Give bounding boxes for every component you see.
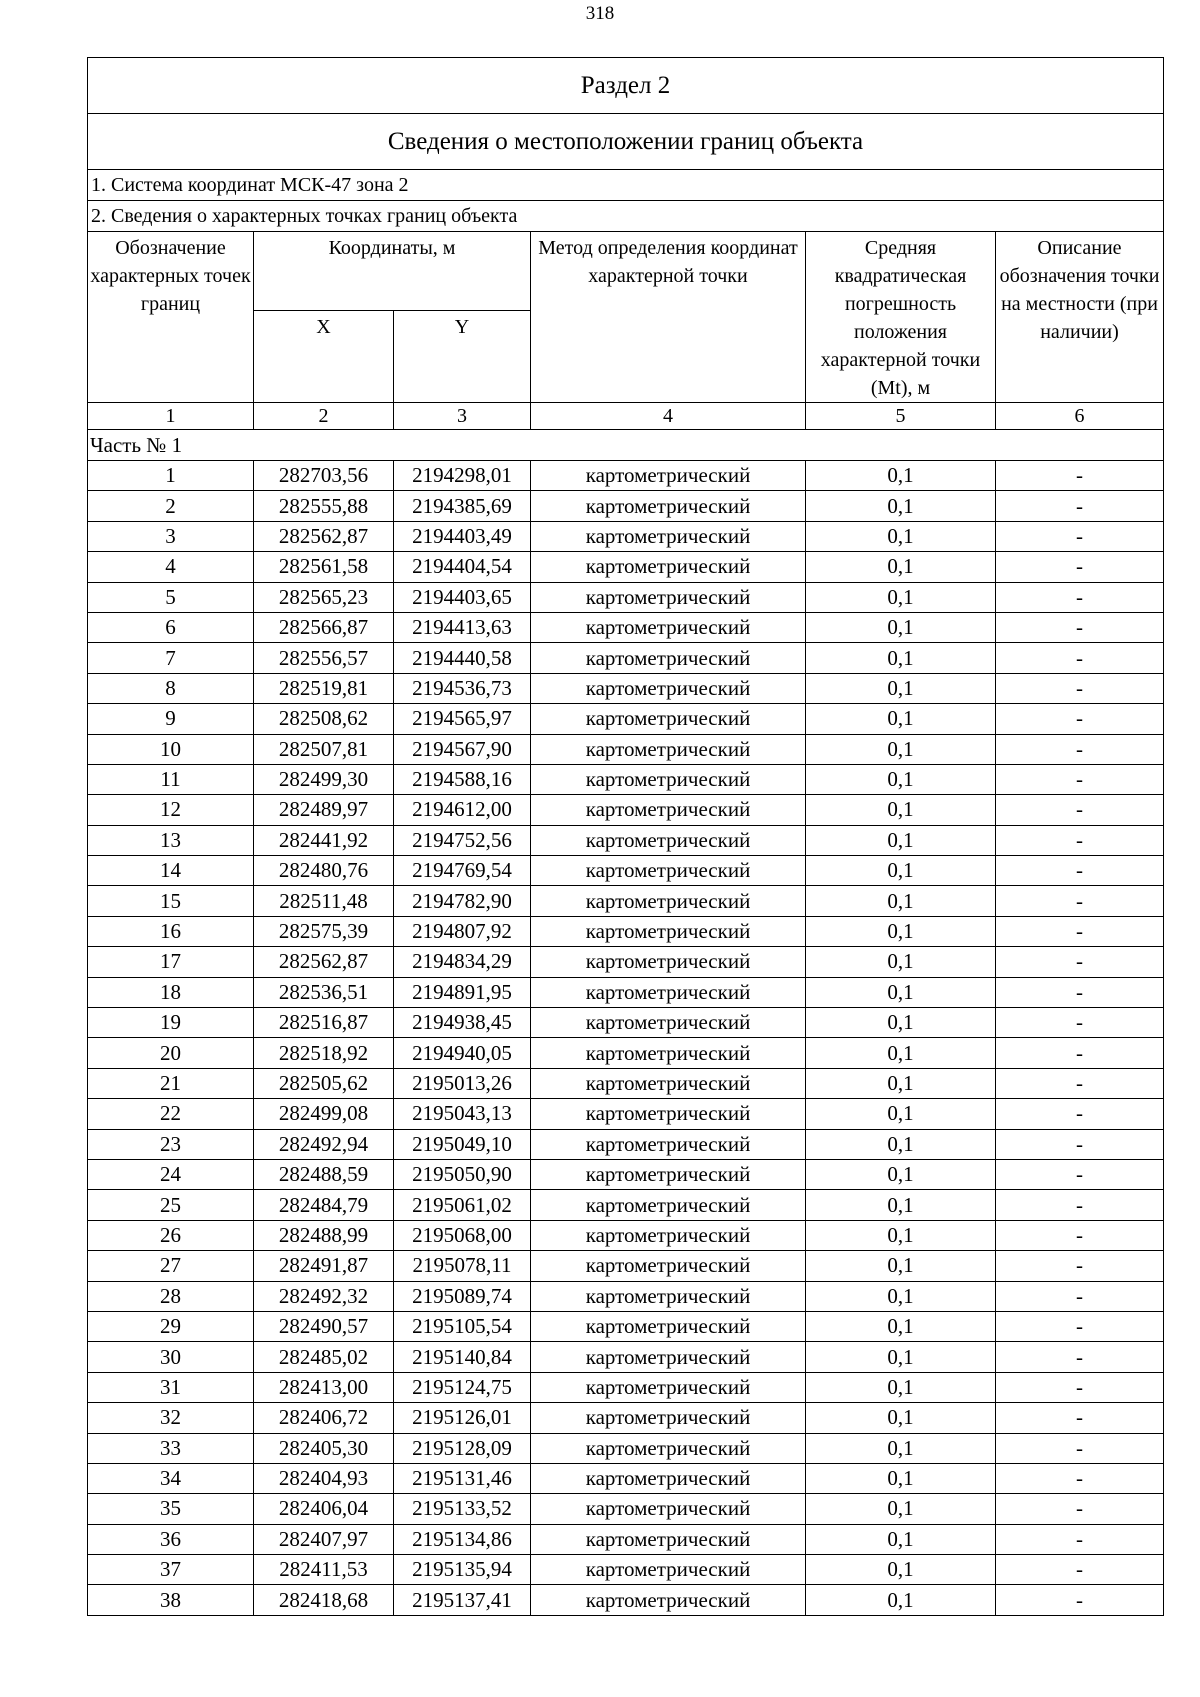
- cell-description: -: [996, 1372, 1164, 1402]
- cell-y: 2195068,00: [394, 1220, 531, 1250]
- cell-point-number: 19: [88, 1008, 254, 1038]
- cell-method: картометрический: [531, 1068, 806, 1098]
- column-number: 4: [531, 403, 806, 430]
- cell-y: 2195128,09: [394, 1433, 531, 1463]
- cell-y: 2194940,05: [394, 1038, 531, 1068]
- cell-y: 2195134,86: [394, 1524, 531, 1554]
- cell-x: 282492,32: [254, 1281, 394, 1311]
- cell-y: 2194782,90: [394, 886, 531, 916]
- cell-x: 282565,23: [254, 582, 394, 612]
- cell-mt: 0,1: [806, 491, 996, 521]
- cell-method: картометрический: [531, 1008, 806, 1038]
- cell-method: картометрический: [531, 1220, 806, 1250]
- cell-y: 2195050,90: [394, 1159, 531, 1189]
- header-method: Метод определения координат характерной точки: [531, 232, 806, 403]
- cell-method: картометрический: [531, 764, 806, 794]
- coord-system-row: [88, 170, 1164, 201]
- header-error: Средняя квадратическая погрешность положения характерной точки (Mt), м: [806, 232, 996, 403]
- cell-y: 2194752,56: [394, 825, 531, 855]
- cell-method: картометрический: [531, 947, 806, 977]
- table-row: [88, 1403, 1164, 1433]
- table-row: [88, 643, 1164, 673]
- cell-x: 282488,59: [254, 1159, 394, 1189]
- cell-y: 2194440,58: [394, 643, 531, 673]
- cell-y: 2194769,54: [394, 856, 531, 886]
- cell-point-number: 31: [88, 1372, 254, 1402]
- cell-mt: 0,1: [806, 1159, 996, 1189]
- cell-description: -: [996, 1251, 1164, 1281]
- cell-y: 2195140,84: [394, 1342, 531, 1372]
- header-point-designation: Обозначение характерных точек границ: [88, 232, 254, 403]
- cell-description: -: [996, 461, 1164, 491]
- section-row: [88, 58, 1164, 114]
- cell-mt: 0,1: [806, 1585, 996, 1615]
- cell-point-number: 33: [88, 1433, 254, 1463]
- cell-mt: 0,1: [806, 1342, 996, 1372]
- cell-description: -: [996, 1220, 1164, 1250]
- cell-point-number: 24: [88, 1159, 254, 1189]
- cell-x: 282407,97: [254, 1524, 394, 1554]
- table-row: [88, 1251, 1164, 1281]
- cell-point-number: 37: [88, 1555, 254, 1585]
- cell-method: картометрический: [531, 795, 806, 825]
- cell-description: -: [996, 1038, 1164, 1068]
- cell-description: -: [996, 1068, 1164, 1098]
- document-title: Сведения о местоположении границ объекта: [88, 114, 1164, 170]
- cell-description: -: [996, 764, 1164, 794]
- cell-method: картометрический: [531, 734, 806, 764]
- cell-method: картометрический: [531, 704, 806, 734]
- cell-point-number: 29: [88, 1311, 254, 1341]
- cell-point-number: 25: [88, 1190, 254, 1220]
- cell-x: 282492,94: [254, 1129, 394, 1159]
- column-number: 1: [88, 403, 254, 430]
- cell-y: 2195049,10: [394, 1129, 531, 1159]
- cell-description: -: [996, 1555, 1164, 1585]
- column-number: 6: [996, 403, 1164, 430]
- cell-description: -: [996, 1585, 1164, 1615]
- cell-point-number: 9: [88, 704, 254, 734]
- cell-method: картометрический: [531, 1190, 806, 1220]
- cell-method: картометрический: [531, 1311, 806, 1341]
- cell-x: 282411,53: [254, 1555, 394, 1585]
- cell-method: картометрический: [531, 1463, 806, 1493]
- cell-method: картометрический: [531, 491, 806, 521]
- cell-y: 2194404,54: [394, 552, 531, 582]
- cell-y: 2195078,11: [394, 1251, 531, 1281]
- cell-point-number: 17: [88, 947, 254, 977]
- column-number-row: [88, 403, 1164, 430]
- cell-x: 282516,87: [254, 1008, 394, 1038]
- cell-description: -: [996, 612, 1164, 642]
- column-number: 5: [806, 403, 996, 430]
- cell-y: 2194588,16: [394, 764, 531, 794]
- table-row: [88, 1099, 1164, 1129]
- cell-x: 282404,93: [254, 1463, 394, 1493]
- cell-point-number: 2: [88, 491, 254, 521]
- cell-mt: 0,1: [806, 1251, 996, 1281]
- cell-method: картометрический: [531, 886, 806, 916]
- cell-description: -: [996, 1129, 1164, 1159]
- cell-method: картометрический: [531, 1555, 806, 1585]
- points-heading-row: [88, 201, 1164, 232]
- cell-method: картометрический: [531, 1585, 806, 1615]
- cell-mt: 0,1: [806, 1555, 996, 1585]
- cell-method: картометрический: [531, 1342, 806, 1372]
- cell-mt: 0,1: [806, 1494, 996, 1524]
- cell-mt: 0,1: [806, 461, 996, 491]
- cell-mt: 0,1: [806, 1129, 996, 1159]
- cell-description: -: [996, 1403, 1164, 1433]
- cell-x: 282490,57: [254, 1311, 394, 1341]
- table-row: [88, 977, 1164, 1007]
- table-row: [88, 1585, 1164, 1615]
- cell-mt: 0,1: [806, 1008, 996, 1038]
- header-coordinates: Координаты, м: [254, 232, 531, 311]
- cell-point-number: 32: [88, 1403, 254, 1433]
- cell-x: 282488,99: [254, 1220, 394, 1250]
- cell-point-number: 34: [88, 1463, 254, 1493]
- cell-x: 282441,92: [254, 825, 394, 855]
- cell-point-number: 4: [88, 552, 254, 582]
- cell-description: -: [996, 582, 1164, 612]
- cell-mt: 0,1: [806, 582, 996, 612]
- table-row: [88, 521, 1164, 551]
- table-row: [88, 704, 1164, 734]
- cell-description: -: [996, 1099, 1164, 1129]
- cell-mt: 0,1: [806, 1372, 996, 1402]
- cell-y: 2194298,01: [394, 461, 531, 491]
- cell-description: -: [996, 552, 1164, 582]
- cell-mt: 0,1: [806, 1281, 996, 1311]
- table-row: [88, 1433, 1164, 1463]
- cell-y: 2195131,46: [394, 1463, 531, 1493]
- cell-y: 2194612,00: [394, 795, 531, 825]
- cell-method: картометрический: [531, 1281, 806, 1311]
- cell-y: 2195105,54: [394, 1311, 531, 1341]
- cell-x: 282562,87: [254, 947, 394, 977]
- cell-x: 282536,51: [254, 977, 394, 1007]
- cell-method: картометрический: [531, 582, 806, 612]
- cell-point-number: 12: [88, 795, 254, 825]
- cell-point-number: 38: [88, 1585, 254, 1615]
- cell-point-number: 28: [88, 1281, 254, 1311]
- cell-description: -: [996, 977, 1164, 1007]
- cell-mt: 0,1: [806, 1463, 996, 1493]
- table-row: [88, 734, 1164, 764]
- cell-method: картометрический: [531, 825, 806, 855]
- cell-method: картометрический: [531, 521, 806, 551]
- cell-method: картометрический: [531, 1099, 806, 1129]
- table-row: [88, 673, 1164, 703]
- cell-method: картометрический: [531, 1251, 806, 1281]
- cell-mt: 0,1: [806, 1220, 996, 1250]
- cell-x: 282562,87: [254, 521, 394, 551]
- table-row: [88, 916, 1164, 946]
- cell-method: картометрический: [531, 1038, 806, 1068]
- table-row: [88, 1555, 1164, 1585]
- cell-method: картометрический: [531, 1129, 806, 1159]
- cell-y: 2195089,74: [394, 1281, 531, 1311]
- header-x: X: [254, 311, 394, 403]
- cell-mt: 0,1: [806, 795, 996, 825]
- cell-x: 282561,58: [254, 552, 394, 582]
- cell-x: 282566,87: [254, 612, 394, 642]
- cell-method: картометрический: [531, 977, 806, 1007]
- cell-method: картометрический: [531, 1524, 806, 1554]
- cell-mt: 0,1: [806, 612, 996, 642]
- cell-method: картометрический: [531, 612, 806, 642]
- cell-x: 282484,79: [254, 1190, 394, 1220]
- part-label: Часть № 1: [88, 430, 1164, 461]
- table-row: [88, 1372, 1164, 1402]
- cell-mt: 0,1: [806, 916, 996, 946]
- table-row: [88, 1524, 1164, 1554]
- cell-x: 282413,00: [254, 1372, 394, 1402]
- table-row: [88, 1129, 1164, 1159]
- column-number: 2: [254, 403, 394, 430]
- section-heading: Раздел 2: [88, 58, 1164, 114]
- table-row: [88, 1068, 1164, 1098]
- cell-mt: 0,1: [806, 1038, 996, 1068]
- cell-y: 2195126,01: [394, 1403, 531, 1433]
- cell-description: -: [996, 1342, 1164, 1372]
- cell-x: 282480,76: [254, 856, 394, 886]
- cell-point-number: 36: [88, 1524, 254, 1554]
- table-row: [88, 764, 1164, 794]
- cell-x: 282518,92: [254, 1038, 394, 1068]
- cell-mt: 0,1: [806, 704, 996, 734]
- cell-x: 282519,81: [254, 673, 394, 703]
- cell-point-number: 16: [88, 916, 254, 946]
- cell-x: 282508,62: [254, 704, 394, 734]
- table-row: [88, 491, 1164, 521]
- cell-point-number: 11: [88, 764, 254, 794]
- cell-point-number: 15: [88, 886, 254, 916]
- cell-method: картометрический: [531, 461, 806, 491]
- cell-description: -: [996, 886, 1164, 916]
- cell-point-number: 8: [88, 673, 254, 703]
- cell-point-number: 18: [88, 977, 254, 1007]
- cell-y: 2194385,69: [394, 491, 531, 521]
- cell-point-number: 3: [88, 521, 254, 551]
- cell-method: картометрический: [531, 643, 806, 673]
- cell-mt: 0,1: [806, 947, 996, 977]
- cell-y: 2195043,13: [394, 1099, 531, 1129]
- cell-description: -: [996, 856, 1164, 886]
- cell-description: -: [996, 1281, 1164, 1311]
- cell-point-number: 13: [88, 825, 254, 855]
- coord-system-text: 1. Система координат МСК-47 зона 2: [88, 170, 1164, 201]
- cell-description: -: [996, 1311, 1164, 1341]
- table-row: [88, 1281, 1164, 1311]
- cell-point-number: 22: [88, 1099, 254, 1129]
- cell-description: -: [996, 1524, 1164, 1554]
- cell-description: -: [996, 795, 1164, 825]
- cell-mt: 0,1: [806, 825, 996, 855]
- cell-point-number: 14: [88, 856, 254, 886]
- cell-x: 282575,39: [254, 916, 394, 946]
- cell-point-number: 6: [88, 612, 254, 642]
- table-row: [88, 1311, 1164, 1341]
- table-row: [88, 1463, 1164, 1493]
- cell-method: картометрический: [531, 1433, 806, 1463]
- cell-mt: 0,1: [806, 521, 996, 551]
- cell-point-number: 10: [88, 734, 254, 764]
- cell-y: 2195133,52: [394, 1494, 531, 1524]
- cell-description: -: [996, 734, 1164, 764]
- cell-y: 2194807,92: [394, 916, 531, 946]
- cell-description: -: [996, 1463, 1164, 1493]
- cell-mt: 0,1: [806, 1403, 996, 1433]
- cell-mt: 0,1: [806, 1311, 996, 1341]
- table-row: [88, 461, 1164, 491]
- column-number: 3: [394, 403, 531, 430]
- cell-description: -: [996, 825, 1164, 855]
- points-heading-text: 2. Сведения о характерных точках границ объекта: [88, 201, 1164, 232]
- cell-description: -: [996, 916, 1164, 946]
- cell-point-number: 7: [88, 643, 254, 673]
- table-row: [88, 1008, 1164, 1038]
- cell-y: 2194403,49: [394, 521, 531, 551]
- cell-x: 282556,57: [254, 643, 394, 673]
- cell-description: -: [996, 704, 1164, 734]
- cell-y: 2194891,95: [394, 977, 531, 1007]
- cell-method: картометрический: [531, 1372, 806, 1402]
- cell-method: картометрический: [531, 552, 806, 582]
- table-row: [88, 582, 1164, 612]
- cell-method: картометрический: [531, 1403, 806, 1433]
- cell-x: 282489,97: [254, 795, 394, 825]
- table-row: [88, 1342, 1164, 1372]
- cell-mt: 0,1: [806, 856, 996, 886]
- cell-x: 282703,56: [254, 461, 394, 491]
- cell-y: 2194403,65: [394, 582, 531, 612]
- cell-y: 2194567,90: [394, 734, 531, 764]
- table-row: [88, 856, 1164, 886]
- cell-x: 282406,72: [254, 1403, 394, 1433]
- table-row: [88, 1494, 1164, 1524]
- cell-mt: 0,1: [806, 552, 996, 582]
- cell-x: 282555,88: [254, 491, 394, 521]
- cell-x: 282491,87: [254, 1251, 394, 1281]
- cell-description: -: [996, 521, 1164, 551]
- header-y: Y: [394, 311, 531, 403]
- cell-y: 2195135,94: [394, 1555, 531, 1585]
- cell-y: 2194834,29: [394, 947, 531, 977]
- cell-description: -: [996, 947, 1164, 977]
- cell-y: 2195124,75: [394, 1372, 531, 1402]
- cell-point-number: 30: [88, 1342, 254, 1372]
- cell-point-number: 21: [88, 1068, 254, 1098]
- cell-method: картометрический: [531, 673, 806, 703]
- cell-mt: 0,1: [806, 643, 996, 673]
- cell-x: 282405,30: [254, 1433, 394, 1463]
- cell-y: 2194536,73: [394, 673, 531, 703]
- cell-description: -: [996, 643, 1164, 673]
- cell-point-number: 5: [88, 582, 254, 612]
- cell-method: картометрический: [531, 916, 806, 946]
- table-body: [88, 58, 1164, 1616]
- part-row: [88, 430, 1164, 461]
- cell-y: 2195137,41: [394, 1585, 531, 1615]
- cell-mt: 0,1: [806, 1099, 996, 1129]
- page-number: 318: [585, 3, 615, 24]
- cell-point-number: 26: [88, 1220, 254, 1250]
- cell-method: картометрический: [531, 1494, 806, 1524]
- cell-method: картометрический: [531, 856, 806, 886]
- table-row: [88, 1220, 1164, 1250]
- cell-description: -: [996, 1159, 1164, 1189]
- cell-description: -: [996, 673, 1164, 703]
- cell-mt: 0,1: [806, 764, 996, 794]
- cell-point-number: 20: [88, 1038, 254, 1068]
- cell-mt: 0,1: [806, 1433, 996, 1463]
- table-row: [88, 1038, 1164, 1068]
- table-row: [88, 947, 1164, 977]
- cell-description: -: [996, 1494, 1164, 1524]
- cell-y: 2195013,26: [394, 1068, 531, 1098]
- table-row: [88, 1190, 1164, 1220]
- table-row: [88, 612, 1164, 642]
- table-row: [88, 886, 1164, 916]
- table-row: [88, 825, 1164, 855]
- cell-mt: 0,1: [806, 886, 996, 916]
- cell-x: 282485,02: [254, 1342, 394, 1372]
- boundary-points-table: [87, 57, 1164, 1616]
- cell-x: 282499,30: [254, 764, 394, 794]
- cell-x: 282418,68: [254, 1585, 394, 1615]
- cell-mt: 0,1: [806, 1190, 996, 1220]
- cell-mt: 0,1: [806, 977, 996, 1007]
- title-row: [88, 114, 1164, 170]
- cell-description: -: [996, 491, 1164, 521]
- cell-description: -: [996, 1190, 1164, 1220]
- table-row: [88, 1159, 1164, 1189]
- cell-mt: 0,1: [806, 673, 996, 703]
- cell-x: 282511,48: [254, 886, 394, 916]
- header-row-1: [88, 232, 1164, 311]
- cell-x: 282499,08: [254, 1099, 394, 1129]
- cell-point-number: 27: [88, 1251, 254, 1281]
- cell-point-number: 23: [88, 1129, 254, 1159]
- cell-mt: 0,1: [806, 1524, 996, 1554]
- cell-mt: 0,1: [806, 1068, 996, 1098]
- cell-y: 2195061,02: [394, 1190, 531, 1220]
- cell-y: 2194938,45: [394, 1008, 531, 1038]
- cell-point-number: 1: [88, 461, 254, 491]
- cell-x: 282505,62: [254, 1068, 394, 1098]
- cell-point-number: 35: [88, 1494, 254, 1524]
- cell-description: -: [996, 1008, 1164, 1038]
- cell-description: -: [996, 1433, 1164, 1463]
- table-row: [88, 795, 1164, 825]
- cell-x: 282507,81: [254, 734, 394, 764]
- table-row: [88, 552, 1164, 582]
- cell-y: 2194565,97: [394, 704, 531, 734]
- cell-y: 2194413,63: [394, 612, 531, 642]
- cell-x: 282406,04: [254, 1494, 394, 1524]
- header-description: Описание обозначения точки на местности (при наличии): [996, 232, 1164, 403]
- cell-method: картометрический: [531, 1159, 806, 1189]
- cell-mt: 0,1: [806, 734, 996, 764]
